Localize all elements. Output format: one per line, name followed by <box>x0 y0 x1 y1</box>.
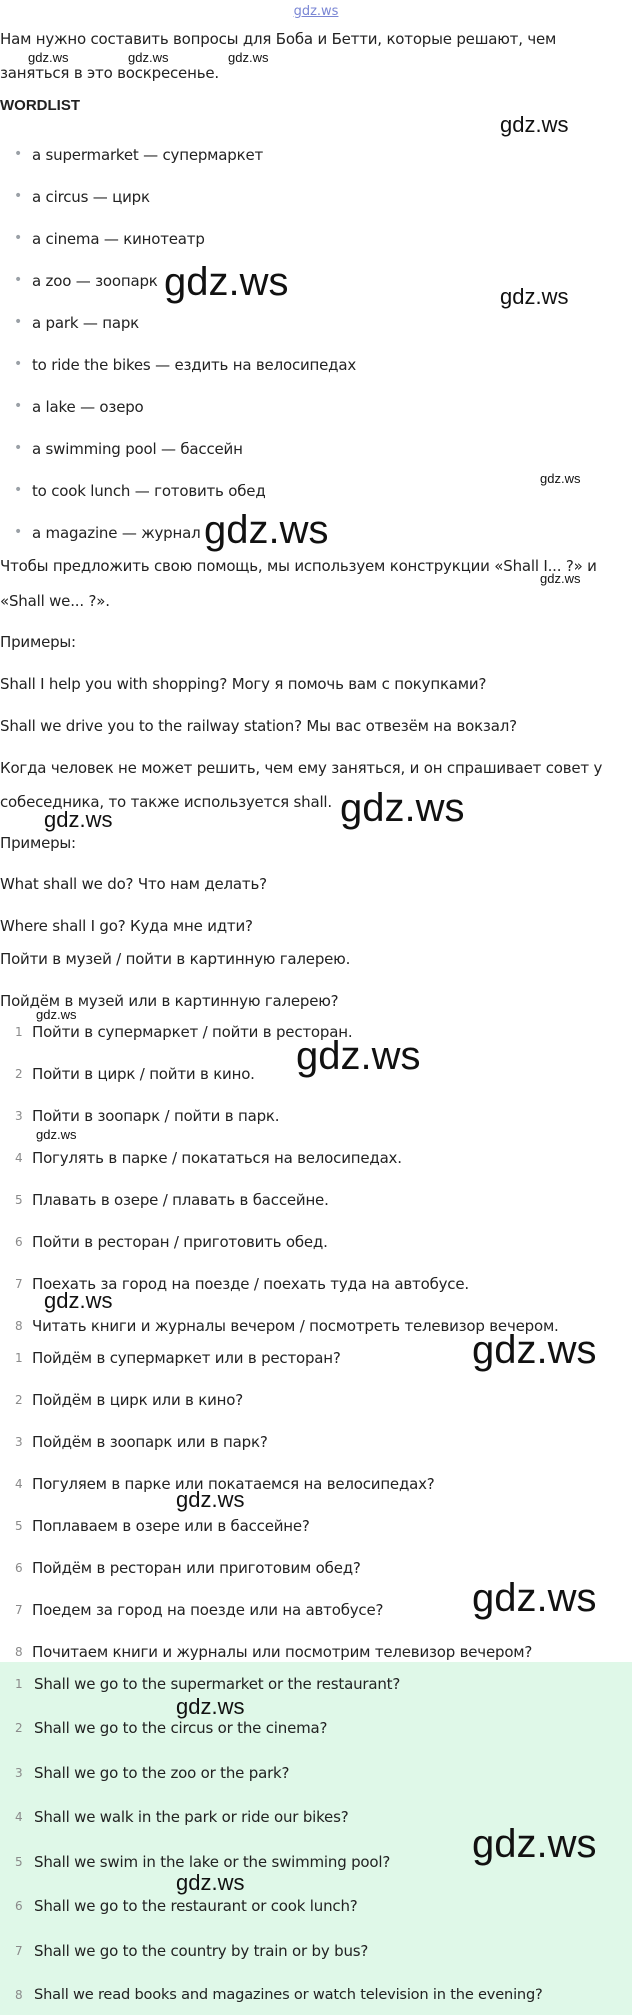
example-line: What shall we do? Что нам делать? <box>0 875 267 893</box>
watermark: gdz.ws <box>296 1034 421 1078</box>
intro-line-1: Нам нужно составить вопросы для Боба и Бетти, которые решают, чем <box>0 30 557 48</box>
example-line: Shall we drive you to the railway station? Мы вас отвезём на вокзал? <box>0 717 517 735</box>
watermark: gdz.ws <box>472 1328 597 1372</box>
watermark: gdz.ws <box>44 1288 113 1313</box>
watermark: gdz.ws <box>164 260 289 304</box>
bullet-icon: • <box>14 272 23 288</box>
watermark: gdz.ws <box>176 1487 245 1512</box>
watermark: gdz.ws <box>176 1870 245 1895</box>
bullet-icon: • <box>14 146 23 162</box>
watermark: gdz.ws <box>128 50 169 65</box>
advice-rule-line-1: Когда человек не может решить, чем ему заняться, и он спрашивает совет у <box>0 759 603 777</box>
site-header <box>0 0 632 18</box>
bullet-icon: • <box>14 524 23 540</box>
bullet-icon: • <box>14 482 23 498</box>
bullet-icon: • <box>14 356 23 372</box>
offer-rule-line-2: «Shall we... ?». <box>0 592 110 610</box>
watermark: gdz.ws <box>204 508 329 552</box>
bullet-icon: • <box>14 230 23 246</box>
watermark: gdz.ws <box>472 1576 597 1620</box>
watermark: gdz.ws <box>36 1127 77 1142</box>
watermark: gdz.ws <box>500 284 569 309</box>
site-link[interactable]: gdz.ws <box>293 4 339 19</box>
examples-label: Примеры: <box>0 633 76 651</box>
examples-label: Примеры: <box>0 834 76 852</box>
watermark: gdz.ws <box>28 50 69 65</box>
bullet-icon: • <box>14 440 23 456</box>
watermark: gdz.ws <box>500 112 569 137</box>
intro-line-2: заняться в это воскресенье. <box>0 64 219 82</box>
watermark: gdz.ws <box>540 471 581 486</box>
watermark: gdz.ws <box>228 50 269 65</box>
watermark: gdz.ws <box>176 1694 245 1719</box>
offer-rule-line-1: Чтобы предложить свою помощь, мы используем конструкции «Shall I... ?» и <box>0 557 597 575</box>
advice-rule-line-2: собеседника, то также используется shall. <box>0 793 332 811</box>
watermark: gdz.ws <box>36 1007 77 1022</box>
bullet-icon: • <box>14 398 23 414</box>
example-line: Shall I help you with shopping? Могу я помочь вам с покупками? <box>0 675 487 693</box>
watermark: gdz.ws <box>44 807 113 832</box>
watermark: gdz.ws <box>340 786 465 830</box>
bullet-icon: • <box>14 314 23 330</box>
task-example: Пойдём в музей или в картинную галерею? <box>0 992 339 1010</box>
example-line: Where shall I go? Куда мне идти? <box>0 917 253 935</box>
watermark: gdz.ws <box>472 1822 597 1866</box>
watermark: gdz.ws <box>540 571 581 586</box>
task-example: Пойти в музей / пойти в картинную галерею. <box>0 950 351 968</box>
bullet-icon: • <box>14 188 23 204</box>
wordlist-title: WORDLIST <box>0 97 80 114</box>
